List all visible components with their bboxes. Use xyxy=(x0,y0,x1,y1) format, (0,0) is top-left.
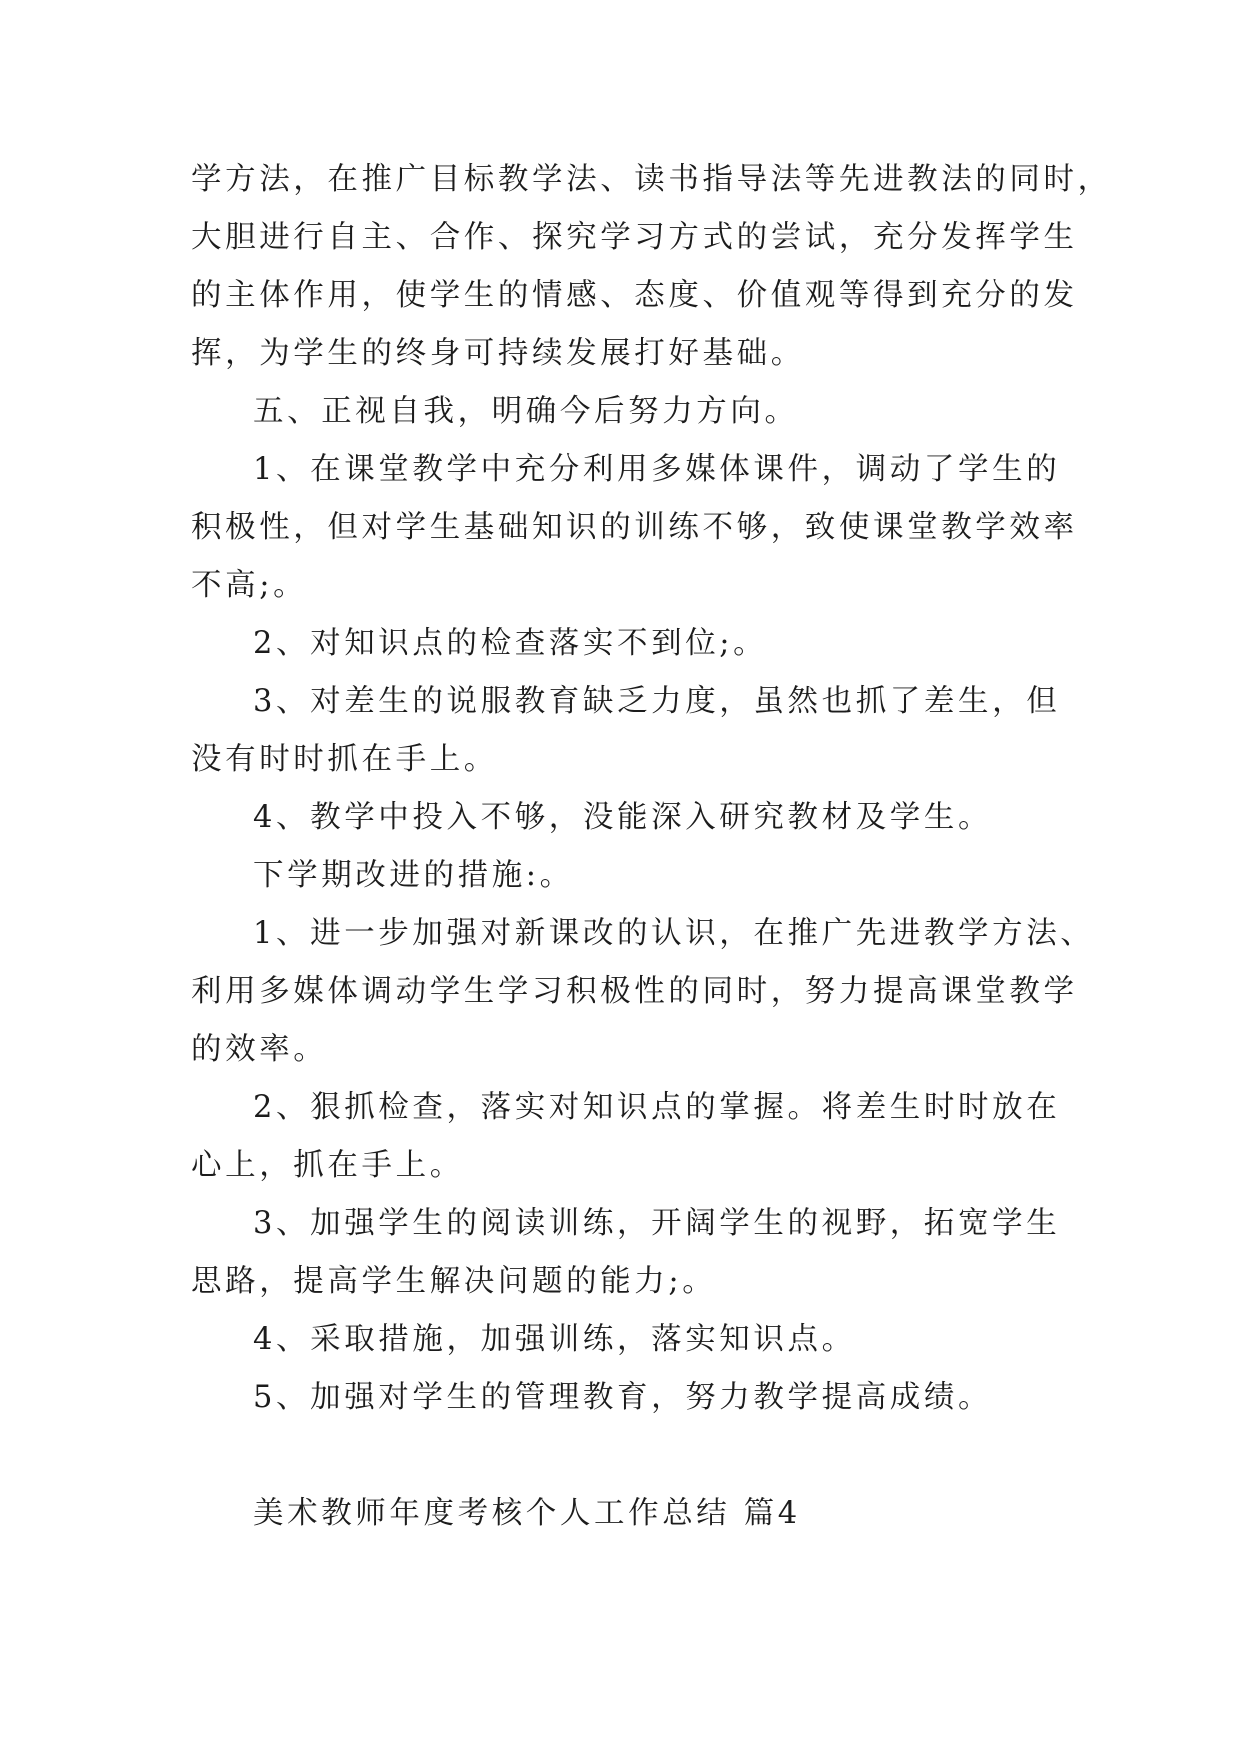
paragraph-line: 没有时时抓在手上。 xyxy=(191,742,498,777)
paragraph-line: 思路，提高学生解决问题的能力;。 xyxy=(191,1264,717,1299)
paragraph-line: 的效率。 xyxy=(191,1032,328,1067)
paragraph-line: 心上，抓在手上。 xyxy=(191,1148,464,1183)
section-heading: 美术教师年度考核个人工作总结 篇4 xyxy=(253,1496,801,1531)
paragraph-line: 1、在课堂教学中充分利用多媒体课件，调动了学生的 xyxy=(253,452,1061,487)
paragraph-line: 利用多媒体调动学生学习积极性的同时，努力提高课堂教学 xyxy=(191,974,1078,1009)
section-title: 五、正视自我，明确今后努力方向。 xyxy=(253,394,799,429)
paragraph-line: 5、加强对学生的管理教育，努力教学提高成绩。 xyxy=(253,1380,993,1415)
paragraph-line: 4、教学中投入不够，没能深入研究教材及学生。 xyxy=(253,800,993,835)
paragraph-line: 积极性，但对学生基础知识的训练不够，致使课堂教学效率 xyxy=(191,510,1078,545)
paragraph-line: 挥，为学生的终身可持续发展打好基础。 xyxy=(191,336,805,371)
paragraph-line: 4、采取措施，加强训练，落实知识点。 xyxy=(253,1322,856,1357)
paragraph-line: 2、对知识点的检查落实不到位;。 xyxy=(253,626,768,661)
paragraph-line: 3、加强学生的阅读训练，开阔学生的视野，拓宽学生 xyxy=(253,1206,1061,1241)
paragraph-line: 1、进一步加强对新课改的认识，在推广先进教学方法、 xyxy=(253,916,1095,951)
paragraph-line: 学方法，在推广目标教学法、读书指导法等先进教法的同时， xyxy=(191,162,1112,197)
paragraph-line: 不高;。 xyxy=(191,568,308,603)
paragraph-line: 大胆进行自主、合作、探究学习方式的尝试，充分发挥学生 xyxy=(191,220,1078,255)
paragraph-line: 3、对差生的说服教育缺乏力度，虽然也抓了差生，但 xyxy=(253,684,1061,719)
paragraph-line: 2、狠抓检查，落实对知识点的掌握。将差生时时放在 xyxy=(253,1090,1061,1125)
paragraph-line: 的主体作用，使学生的情感、态度、价值观等得到充分的发 xyxy=(191,278,1078,313)
subsection-title: 下学期改进的措施:。 xyxy=(253,858,574,893)
